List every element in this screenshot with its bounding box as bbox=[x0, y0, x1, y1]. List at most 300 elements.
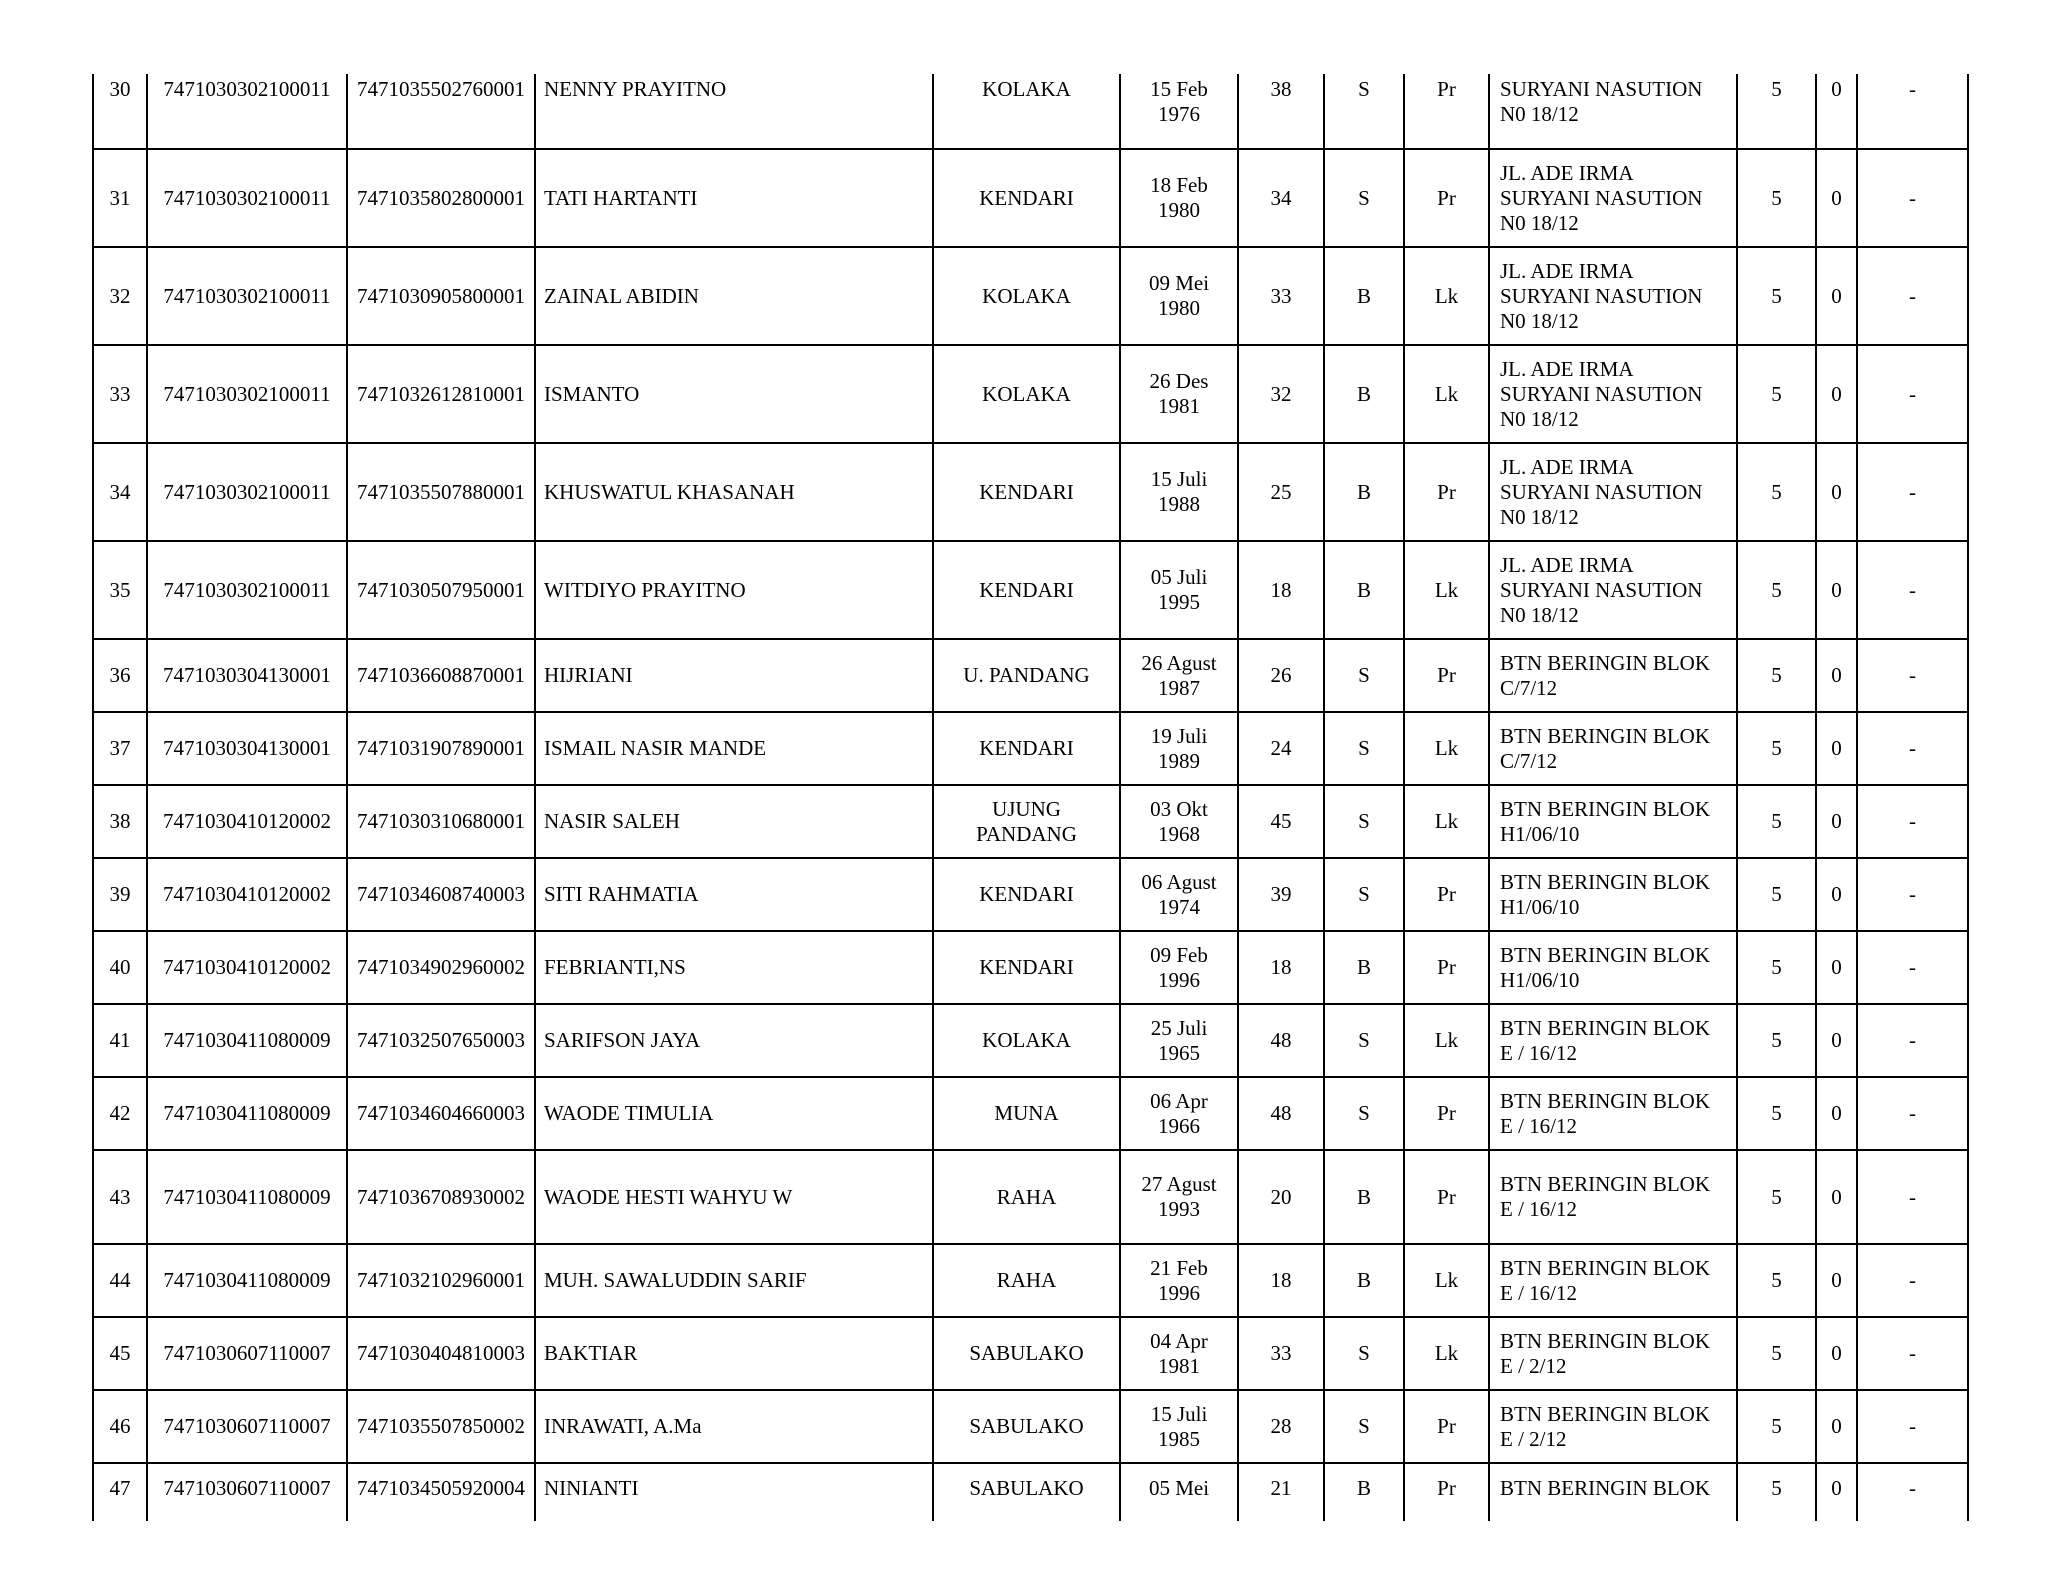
table-row bbox=[93, 1077, 1968, 1150]
person-name: INRAWATI, A.Ma bbox=[535, 1390, 933, 1463]
gender: Lk bbox=[1404, 247, 1489, 345]
row-number: 40 bbox=[93, 931, 147, 1004]
address-line: SURYANI NASUTION bbox=[1500, 577, 1703, 602]
remarks: - bbox=[1857, 785, 1968, 858]
address-line: SURYANI NASUTION bbox=[1500, 381, 1703, 406]
nik-number: 7471036708930002 bbox=[347, 1150, 535, 1244]
age: 48 bbox=[1238, 1077, 1324, 1150]
nik-number: 7471030905800001 bbox=[347, 247, 535, 345]
nik-number: 7471032612810001 bbox=[347, 345, 535, 443]
remarks: - bbox=[1857, 712, 1968, 785]
count-a: 5 bbox=[1737, 858, 1816, 931]
address-line: BTN BERINGIN BLOK bbox=[1500, 1172, 1710, 1196]
address bbox=[1489, 1150, 1737, 1244]
address bbox=[1489, 149, 1737, 247]
birth-date bbox=[1120, 1244, 1238, 1317]
nik-number: 7471031907890001 bbox=[347, 712, 535, 785]
address-line: H1/06/10 bbox=[1500, 821, 1580, 846]
table-row bbox=[93, 858, 1968, 931]
address-line: SURYANI NASUTION bbox=[1500, 479, 1703, 504]
address-line: N0 18/12 bbox=[1500, 210, 1579, 235]
birth-year: 1996 bbox=[1158, 967, 1200, 992]
address-line: BTN BERINGIN BLOK bbox=[1500, 1476, 1710, 1500]
birth-date bbox=[1120, 247, 1238, 345]
gender: Lk bbox=[1404, 785, 1489, 858]
person-name: SITI RAHMATIA bbox=[535, 858, 933, 931]
count-b: 0 bbox=[1816, 345, 1857, 443]
birth-date bbox=[1120, 931, 1238, 1004]
age: 20 bbox=[1238, 1150, 1324, 1244]
age: 34 bbox=[1238, 149, 1324, 247]
address bbox=[1489, 345, 1737, 443]
gender: Pr bbox=[1404, 74, 1489, 149]
gender: Lk bbox=[1404, 712, 1489, 785]
person-name: BAKTIAR bbox=[535, 1317, 933, 1390]
birth-place: UJUNG PANDANG bbox=[933, 785, 1120, 858]
birth-year: 1989 bbox=[1158, 748, 1200, 773]
marital-status: B bbox=[1324, 1463, 1404, 1521]
table-row bbox=[93, 1390, 1968, 1463]
remarks: - bbox=[1857, 149, 1968, 247]
birth-year: 1981 bbox=[1158, 394, 1200, 418]
table-row bbox=[93, 74, 1968, 149]
address bbox=[1489, 639, 1737, 712]
address bbox=[1489, 1317, 1737, 1390]
table-row bbox=[93, 785, 1968, 858]
row-number: 39 bbox=[93, 858, 147, 931]
gender: Pr bbox=[1404, 858, 1489, 931]
birth-year: 1981 bbox=[1158, 1353, 1200, 1378]
birth-place: KENDARI bbox=[933, 443, 1120, 541]
remarks: - bbox=[1857, 1317, 1968, 1390]
nik-number: 7471034902960002 bbox=[347, 931, 535, 1004]
birth-place: KENDARI bbox=[933, 149, 1120, 247]
marital-status: S bbox=[1324, 712, 1404, 785]
birth-date bbox=[1120, 345, 1238, 443]
address bbox=[1489, 443, 1737, 541]
table-row bbox=[93, 1004, 1968, 1077]
row-number: 41 bbox=[93, 1004, 147, 1077]
birth-day-month: 18 Feb bbox=[1150, 173, 1208, 197]
count-b: 0 bbox=[1816, 149, 1857, 247]
count-a: 5 bbox=[1737, 639, 1816, 712]
nik-number: 7471034608740003 bbox=[347, 858, 535, 931]
birth-day-month: 15 Juli bbox=[1150, 467, 1208, 491]
remarks: - bbox=[1857, 345, 1968, 443]
gender: Lk bbox=[1404, 541, 1489, 639]
person-name: ISMAIL NASIR MANDE bbox=[535, 712, 933, 785]
family-card-number: 7471030607110007 bbox=[147, 1390, 347, 1463]
age: 38 bbox=[1238, 74, 1324, 149]
gender: Pr bbox=[1404, 1390, 1489, 1463]
birth-date bbox=[1120, 443, 1238, 541]
marital-status: S bbox=[1324, 74, 1404, 149]
table-row bbox=[93, 247, 1968, 345]
count-b: 0 bbox=[1816, 541, 1857, 639]
count-b: 0 bbox=[1816, 443, 1857, 541]
resident-table bbox=[92, 74, 1969, 1521]
age: 18 bbox=[1238, 1244, 1324, 1317]
remarks: - bbox=[1857, 1150, 1968, 1244]
address bbox=[1489, 1244, 1737, 1317]
birth-place: KENDARI bbox=[933, 541, 1120, 639]
age: 33 bbox=[1238, 247, 1324, 345]
row-number: 32 bbox=[93, 247, 147, 345]
row-number: 31 bbox=[93, 149, 147, 247]
age: 24 bbox=[1238, 712, 1324, 785]
count-b: 0 bbox=[1816, 1390, 1857, 1463]
row-number: 30 bbox=[93, 74, 147, 149]
table-body bbox=[93, 74, 1968, 1521]
family-card-number: 7471030302100011 bbox=[147, 345, 347, 443]
address-line: JL. ADE IRMA bbox=[1500, 258, 1634, 283]
birth-day-month: 06 Agust bbox=[1141, 869, 1217, 894]
age: 48 bbox=[1238, 1004, 1324, 1077]
count-b: 0 bbox=[1816, 785, 1857, 858]
address-line: C/7/12 bbox=[1500, 675, 1558, 700]
row-number: 38 bbox=[93, 785, 147, 858]
count-b: 0 bbox=[1816, 1317, 1857, 1390]
nik-number: 7471032507650003 bbox=[347, 1004, 535, 1077]
birth-date bbox=[1120, 74, 1238, 149]
birth-date bbox=[1120, 858, 1238, 931]
marital-status: S bbox=[1324, 1004, 1404, 1077]
address-line: N0 18/12 bbox=[1500, 602, 1579, 627]
address-line: SURYANI NASUTION bbox=[1500, 283, 1703, 308]
birth-day-month: 09 Feb bbox=[1150, 942, 1208, 967]
birth-day-month: 05 Mei bbox=[1148, 1476, 1210, 1500]
person-name: ZAINAL ABIDIN bbox=[535, 247, 933, 345]
birth-place: U. PANDANG bbox=[933, 639, 1120, 712]
family-card-number: 7471030411080009 bbox=[147, 1244, 347, 1317]
nik-number: 7471036608870001 bbox=[347, 639, 535, 712]
age: 32 bbox=[1238, 345, 1324, 443]
gender: Lk bbox=[1404, 1004, 1489, 1077]
address bbox=[1489, 712, 1737, 785]
nik-number: 7471030404810003 bbox=[347, 1317, 535, 1390]
age: 28 bbox=[1238, 1390, 1324, 1463]
count-a: 5 bbox=[1737, 1150, 1816, 1244]
person-name: WAODE HESTI WAHYU W bbox=[535, 1150, 933, 1244]
count-b: 0 bbox=[1816, 931, 1857, 1004]
count-b: 0 bbox=[1816, 1244, 1857, 1317]
address-line: BTN BERINGIN BLOK bbox=[1500, 723, 1710, 748]
table-row bbox=[93, 712, 1968, 785]
marital-status: B bbox=[1324, 1150, 1404, 1244]
birth-date bbox=[1120, 541, 1238, 639]
birth-day-month: 09 Mei bbox=[1148, 271, 1210, 295]
address bbox=[1489, 74, 1737, 149]
family-card-number: 7471030411080009 bbox=[147, 1004, 347, 1077]
address-line: E / 16/12 bbox=[1500, 1040, 1577, 1065]
marital-status: B bbox=[1324, 345, 1404, 443]
birth-day-month: 15 Juli bbox=[1150, 1401, 1208, 1426]
marital-status: B bbox=[1324, 443, 1404, 541]
family-card-number: 7471030411080009 bbox=[147, 1150, 347, 1244]
family-card-number: 7471030302100011 bbox=[147, 74, 347, 149]
address bbox=[1489, 1077, 1737, 1150]
birth-day-month: 25 Juli bbox=[1150, 1015, 1208, 1040]
row-number: 46 bbox=[93, 1390, 147, 1463]
birth-year: 1987 bbox=[1158, 675, 1200, 700]
age: 18 bbox=[1238, 541, 1324, 639]
address bbox=[1489, 247, 1737, 345]
gender: Pr bbox=[1404, 639, 1489, 712]
birth-place: RAHA bbox=[933, 1150, 1120, 1244]
family-card-number: 7471030304130001 bbox=[147, 712, 347, 785]
birth-place: KENDARI bbox=[933, 712, 1120, 785]
gender: Pr bbox=[1404, 1463, 1489, 1521]
address-line: N0 18/12 bbox=[1500, 406, 1579, 431]
address-line: BTN BERINGIN BLOK bbox=[1500, 1401, 1710, 1426]
address-line: JL. ADE IRMA bbox=[1500, 160, 1634, 185]
address-line: E / 16/12 bbox=[1500, 1197, 1577, 1221]
person-name: HIJRIANI bbox=[535, 639, 933, 712]
marital-status: S bbox=[1324, 1317, 1404, 1390]
table-row bbox=[93, 443, 1968, 541]
address-line: BTN BERINGIN BLOK bbox=[1500, 1328, 1710, 1353]
person-name: NENNY PRAYITNO bbox=[535, 74, 933, 149]
family-card-number: 7471030410120002 bbox=[147, 785, 347, 858]
address-line: E / 2/12 bbox=[1500, 1353, 1567, 1378]
marital-status: S bbox=[1324, 785, 1404, 858]
birth-year: 1966 bbox=[1158, 1113, 1200, 1138]
gender: Lk bbox=[1404, 1317, 1489, 1390]
count-a: 5 bbox=[1737, 247, 1816, 345]
person-name: FEBRIANTI,NS bbox=[535, 931, 933, 1004]
birth-day-month: 15 Feb bbox=[1150, 77, 1208, 101]
count-b: 0 bbox=[1816, 1150, 1857, 1244]
family-card-number: 7471030410120002 bbox=[147, 858, 347, 931]
address bbox=[1489, 785, 1737, 858]
nik-number: 7471034505920004 bbox=[347, 1463, 535, 1521]
birth-place: MUNA bbox=[933, 1077, 1120, 1150]
person-name: ISMANTO bbox=[535, 345, 933, 443]
address-line: BTN BERINGIN BLOK bbox=[1500, 1255, 1710, 1280]
marital-status: B bbox=[1324, 1244, 1404, 1317]
count-a: 5 bbox=[1737, 931, 1816, 1004]
table-row bbox=[93, 1317, 1968, 1390]
gender: Pr bbox=[1404, 1077, 1489, 1150]
row-number: 35 bbox=[93, 541, 147, 639]
age: 18 bbox=[1238, 931, 1324, 1004]
address bbox=[1489, 1390, 1737, 1463]
gender: Pr bbox=[1404, 443, 1489, 541]
family-card-number: 7471030304130001 bbox=[147, 639, 347, 712]
birth-year: 1996 bbox=[1158, 1280, 1200, 1305]
row-number: 36 bbox=[93, 639, 147, 712]
address-line: BTN BERINGIN BLOK bbox=[1500, 1088, 1710, 1113]
address-line: JL. ADE IRMA bbox=[1500, 454, 1634, 479]
birth-date bbox=[1120, 1150, 1238, 1244]
nik-number: 7471032102960001 bbox=[347, 1244, 535, 1317]
marital-status: B bbox=[1324, 541, 1404, 639]
birth-place: KOLAKA bbox=[933, 74, 1120, 149]
address-line: BTN BERINGIN BLOK bbox=[1500, 869, 1710, 894]
family-card-number: 7471030302100011 bbox=[147, 443, 347, 541]
marital-status: B bbox=[1324, 931, 1404, 1004]
address-line: JL. ADE IRMA bbox=[1500, 356, 1634, 381]
birth-day-month: 06 Apr bbox=[1150, 1088, 1208, 1113]
count-a: 5 bbox=[1737, 74, 1816, 149]
address-line: N0 18/12 bbox=[1500, 308, 1579, 333]
nik-number: 7471030507950001 bbox=[347, 541, 535, 639]
birth-year: 1980 bbox=[1158, 296, 1200, 320]
count-b: 0 bbox=[1816, 858, 1857, 931]
family-card-number: 7471030410120002 bbox=[147, 931, 347, 1004]
gender: Lk bbox=[1404, 345, 1489, 443]
table-row bbox=[93, 931, 1968, 1004]
address bbox=[1489, 858, 1737, 931]
count-a: 5 bbox=[1737, 345, 1816, 443]
remarks: - bbox=[1857, 1004, 1968, 1077]
address-line: SURYANI NASUTION bbox=[1500, 77, 1703, 101]
count-a: 5 bbox=[1737, 785, 1816, 858]
address bbox=[1489, 1463, 1737, 1521]
marital-status: B bbox=[1324, 247, 1404, 345]
count-a: 5 bbox=[1737, 149, 1816, 247]
count-b: 0 bbox=[1816, 712, 1857, 785]
birth-place: SABULAKO bbox=[933, 1317, 1120, 1390]
table-row bbox=[93, 1244, 1968, 1317]
table-row bbox=[93, 149, 1968, 247]
address-line: H1/06/10 bbox=[1500, 967, 1580, 992]
birth-year: 1988 bbox=[1158, 492, 1200, 516]
remarks: - bbox=[1857, 247, 1968, 345]
marital-status: S bbox=[1324, 858, 1404, 931]
birth-date bbox=[1120, 1317, 1238, 1390]
row-number: 37 bbox=[93, 712, 147, 785]
birth-day-month: 21 Feb bbox=[1150, 1255, 1208, 1280]
family-card-number: 7471030302100011 bbox=[147, 247, 347, 345]
birth-year: 1968 bbox=[1158, 821, 1200, 846]
address-line: N0 18/12 bbox=[1500, 504, 1579, 529]
marital-status: S bbox=[1324, 149, 1404, 247]
remarks: - bbox=[1857, 1244, 1968, 1317]
birth-date bbox=[1120, 785, 1238, 858]
marital-status: S bbox=[1324, 1077, 1404, 1150]
row-number: 47 bbox=[93, 1463, 147, 1521]
nik-number: 7471034604660003 bbox=[347, 1077, 535, 1150]
birth-place: KENDARI bbox=[933, 931, 1120, 1004]
count-a: 5 bbox=[1737, 1463, 1816, 1521]
birth-place: SABULAKO bbox=[933, 1463, 1120, 1521]
marital-status: S bbox=[1324, 1390, 1404, 1463]
nik-number: 7471035502760001 bbox=[347, 74, 535, 149]
nik-number: 7471030310680001 bbox=[347, 785, 535, 858]
birth-year: 1965 bbox=[1158, 1040, 1200, 1065]
birth-date bbox=[1120, 1004, 1238, 1077]
birth-day-month: 04 Apr bbox=[1150, 1328, 1208, 1353]
count-a: 5 bbox=[1737, 1244, 1816, 1317]
count-a: 5 bbox=[1737, 541, 1816, 639]
count-b: 0 bbox=[1816, 1463, 1857, 1521]
birth-year: 1993 bbox=[1158, 1197, 1200, 1221]
row-number: 33 bbox=[93, 345, 147, 443]
birth-date bbox=[1120, 712, 1238, 785]
person-name: TATI HARTANTI bbox=[535, 149, 933, 247]
remarks: - bbox=[1857, 1077, 1968, 1150]
person-name: SARIFSON JAYA bbox=[535, 1004, 933, 1077]
row-number: 34 bbox=[93, 443, 147, 541]
count-a: 5 bbox=[1737, 443, 1816, 541]
count-b: 0 bbox=[1816, 247, 1857, 345]
birth-day-month: 19 Juli bbox=[1150, 723, 1208, 748]
address-line: SURYANI NASUTION bbox=[1500, 185, 1703, 210]
remarks: - bbox=[1857, 541, 1968, 639]
address-line: BTN BERINGIN BLOK bbox=[1500, 796, 1710, 821]
nik-number: 7471035507880001 bbox=[347, 443, 535, 541]
family-card-number: 7471030302100011 bbox=[147, 149, 347, 247]
address-line: C/7/12 bbox=[1500, 748, 1558, 773]
gender: Lk bbox=[1404, 1244, 1489, 1317]
birth-date bbox=[1120, 1077, 1238, 1150]
person-name: MUH. SAWALUDDIN SARIF bbox=[535, 1244, 933, 1317]
gender: Pr bbox=[1404, 1150, 1489, 1244]
birth-year: 1995 bbox=[1158, 590, 1200, 614]
birth-date bbox=[1120, 639, 1238, 712]
birth-day-month: 26 Des bbox=[1149, 369, 1209, 393]
remarks: - bbox=[1857, 443, 1968, 541]
count-b: 0 bbox=[1816, 1077, 1857, 1150]
person-name: KHUSWATUL KHASANAH bbox=[535, 443, 933, 541]
birth-year: 1976 bbox=[1158, 102, 1200, 126]
address bbox=[1489, 1004, 1737, 1077]
age: 39 bbox=[1238, 858, 1324, 931]
gender: Pr bbox=[1404, 931, 1489, 1004]
count-b: 0 bbox=[1816, 1004, 1857, 1077]
remarks: - bbox=[1857, 74, 1968, 149]
address-line: E / 16/12 bbox=[1500, 1113, 1577, 1138]
birth-date bbox=[1120, 1463, 1238, 1521]
age: 45 bbox=[1238, 785, 1324, 858]
birth-day-month: 27 Agust bbox=[1141, 1172, 1217, 1196]
birth-place: KOLAKA bbox=[933, 1004, 1120, 1077]
table-row bbox=[93, 639, 1968, 712]
birth-place: SABULAKO bbox=[933, 1390, 1120, 1463]
birth-date bbox=[1120, 1390, 1238, 1463]
table-row bbox=[93, 345, 1968, 443]
count-b: 0 bbox=[1816, 639, 1857, 712]
age: 33 bbox=[1238, 1317, 1324, 1390]
birth-day-month: 03 Okt bbox=[1150, 796, 1208, 821]
birth-year: 1985 bbox=[1158, 1426, 1200, 1451]
row-number: 43 bbox=[93, 1150, 147, 1244]
count-a: 5 bbox=[1737, 1317, 1816, 1390]
count-a: 5 bbox=[1737, 712, 1816, 785]
birth-date bbox=[1120, 149, 1238, 247]
table-row bbox=[93, 541, 1968, 639]
birth-place: RAHA bbox=[933, 1244, 1120, 1317]
family-card-number: 7471030411080009 bbox=[147, 1077, 347, 1150]
family-card-number: 7471030607110007 bbox=[147, 1317, 347, 1390]
marital-status: S bbox=[1324, 639, 1404, 712]
birth-place: KOLAKA bbox=[933, 345, 1120, 443]
age: 21 bbox=[1238, 1463, 1324, 1521]
row-number: 44 bbox=[93, 1244, 147, 1317]
remarks: - bbox=[1857, 1390, 1968, 1463]
person-name: NASIR SALEH bbox=[535, 785, 933, 858]
address-line: E / 2/12 bbox=[1500, 1426, 1567, 1451]
remarks: - bbox=[1857, 931, 1968, 1004]
address-line: BTN BERINGIN BLOK bbox=[1500, 650, 1710, 675]
count-a: 5 bbox=[1737, 1390, 1816, 1463]
gender: Pr bbox=[1404, 149, 1489, 247]
remarks: - bbox=[1857, 858, 1968, 931]
age: 25 bbox=[1238, 443, 1324, 541]
address-line: E / 16/12 bbox=[1500, 1280, 1577, 1305]
row-number: 42 bbox=[93, 1077, 147, 1150]
